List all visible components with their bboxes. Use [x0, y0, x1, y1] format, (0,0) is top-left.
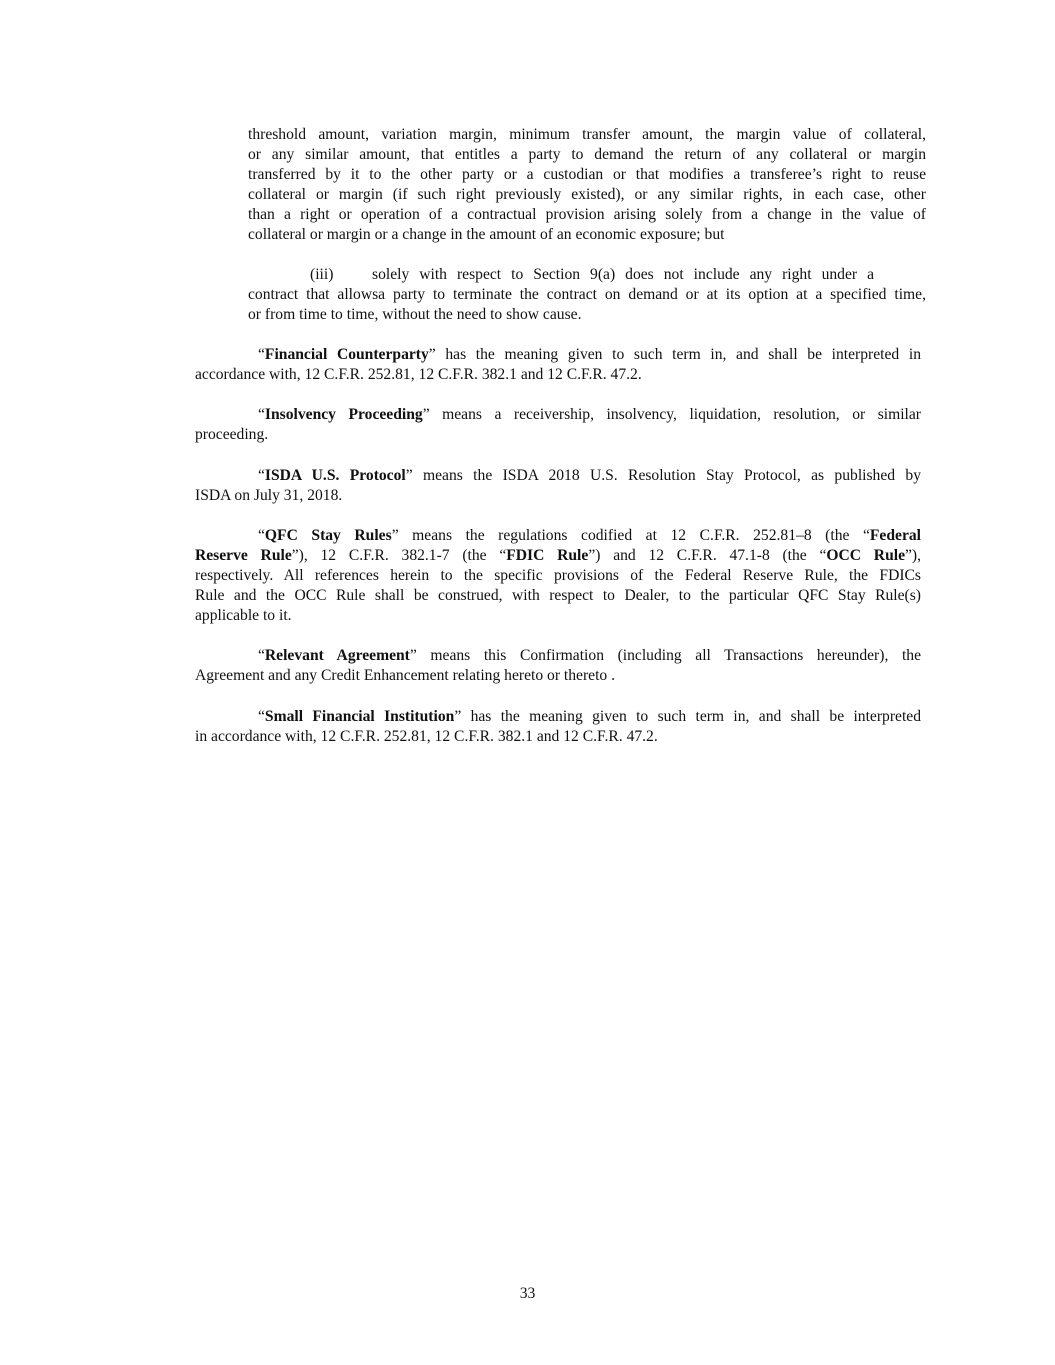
defined-term: Reserve Rule — [195, 547, 292, 564]
defined-term: Federal — [869, 527, 921, 544]
defined-term: QFC Stay Rules — [264, 527, 392, 544]
text-line: threshold amount, variation margin, minimum transfer amount, the margin value of collateral, — [248, 126, 926, 143]
text-line: “Insolvency Proceeding” means a receivership, insolvency, liquidation, resolution, or similar — [258, 406, 921, 423]
page-number: 33 — [519, 1285, 536, 1302]
text-line: ISDA on July 31, 2018. — [195, 487, 343, 504]
text-line: Rule and the OCC Rule shall be construed, with respect to Dealer, to the particular QFC Stay Rule(s) — [195, 587, 921, 604]
defined-term: ISDA U.S. Protocol — [264, 467, 406, 484]
text-line: than a right or operation of a contractual provision arising solely from a change in the value of — [248, 206, 926, 223]
defined-term: Relevant Agreement — [264, 647, 410, 664]
clause-number: (iii) — [310, 266, 334, 283]
text-line: proceeding. — [195, 426, 269, 443]
defined-term: Insolvency Proceeding — [264, 406, 423, 423]
text-line: Agreement and any Credit Enhancement relating hereto or thereto . — [195, 667, 615, 684]
text-line: or any similar amount, that entitles a party to demand the return of any collateral or margin — [248, 146, 926, 163]
defined-term: FDIC Rule — [506, 547, 589, 564]
text-line: collateral or margin (if such right previously existed), or any similar rights, in each case, other — [248, 186, 926, 203]
text-line: “ISDA U.S. Protocol” means the ISDA 2018 U.S. Resolution Stay Protocol, as published by — [258, 467, 922, 484]
text-line: “Relevant Agreement” means this Confirmation (including all Transactions hereunder), the — [258, 647, 921, 664]
text-line: transferred by it to the other party or a custodian or that modifies a transferee’s right to reuse — [248, 166, 926, 183]
text-line: “QFC Stay Rules” means the regulations codified at 12 C.F.R. 252.81–8 (the “Federal — [258, 527, 921, 544]
text-line: in accordance with, 12 C.F.R. 252.81, 12 C.F.R. 382.1 and 12 C.F.R. 47.2. — [195, 728, 658, 745]
defined-term: OCC Rule — [826, 547, 905, 564]
text-line: “Small Financial Institution” has the meaning given to such term in, and shall be interpreted — [258, 708, 922, 725]
text-line: Reserve Rule”), 12 C.F.R. 382.1-7 (the “FDIC Rule”) and 12 C.F.R. 47.1-8 (the “OCC Rule”), — [195, 547, 922, 564]
text-line: accordance with, 12 C.F.R. 252.81, 12 C.F.R. 382.1 and 12 C.F.R. 47.2. — [195, 366, 642, 383]
text-line: contract that allowsa party to terminate the contract on demand or at its option at a specified time, — [248, 286, 926, 303]
defined-term: Financial Counterparty — [264, 346, 429, 363]
text-line: applicable to it. — [195, 607, 292, 624]
text-line: solely with respect to Section 9(a) does not include any right under a — [372, 266, 874, 283]
text-line: “Financial Counterparty” has the meaning given to such term in, and shall be interpreted in — [258, 346, 921, 363]
text-line: or from time to time, without the need to show cause. — [248, 306, 582, 323]
text-line: collateral or margin or a change in the amount of an economic exposure; but — [248, 226, 725, 243]
defined-term: Small Financial Institution — [264, 708, 455, 725]
text-line: respectively. All references herein to the specific provisions of the Federal Reserve Rule, the FDICs — [195, 567, 921, 584]
